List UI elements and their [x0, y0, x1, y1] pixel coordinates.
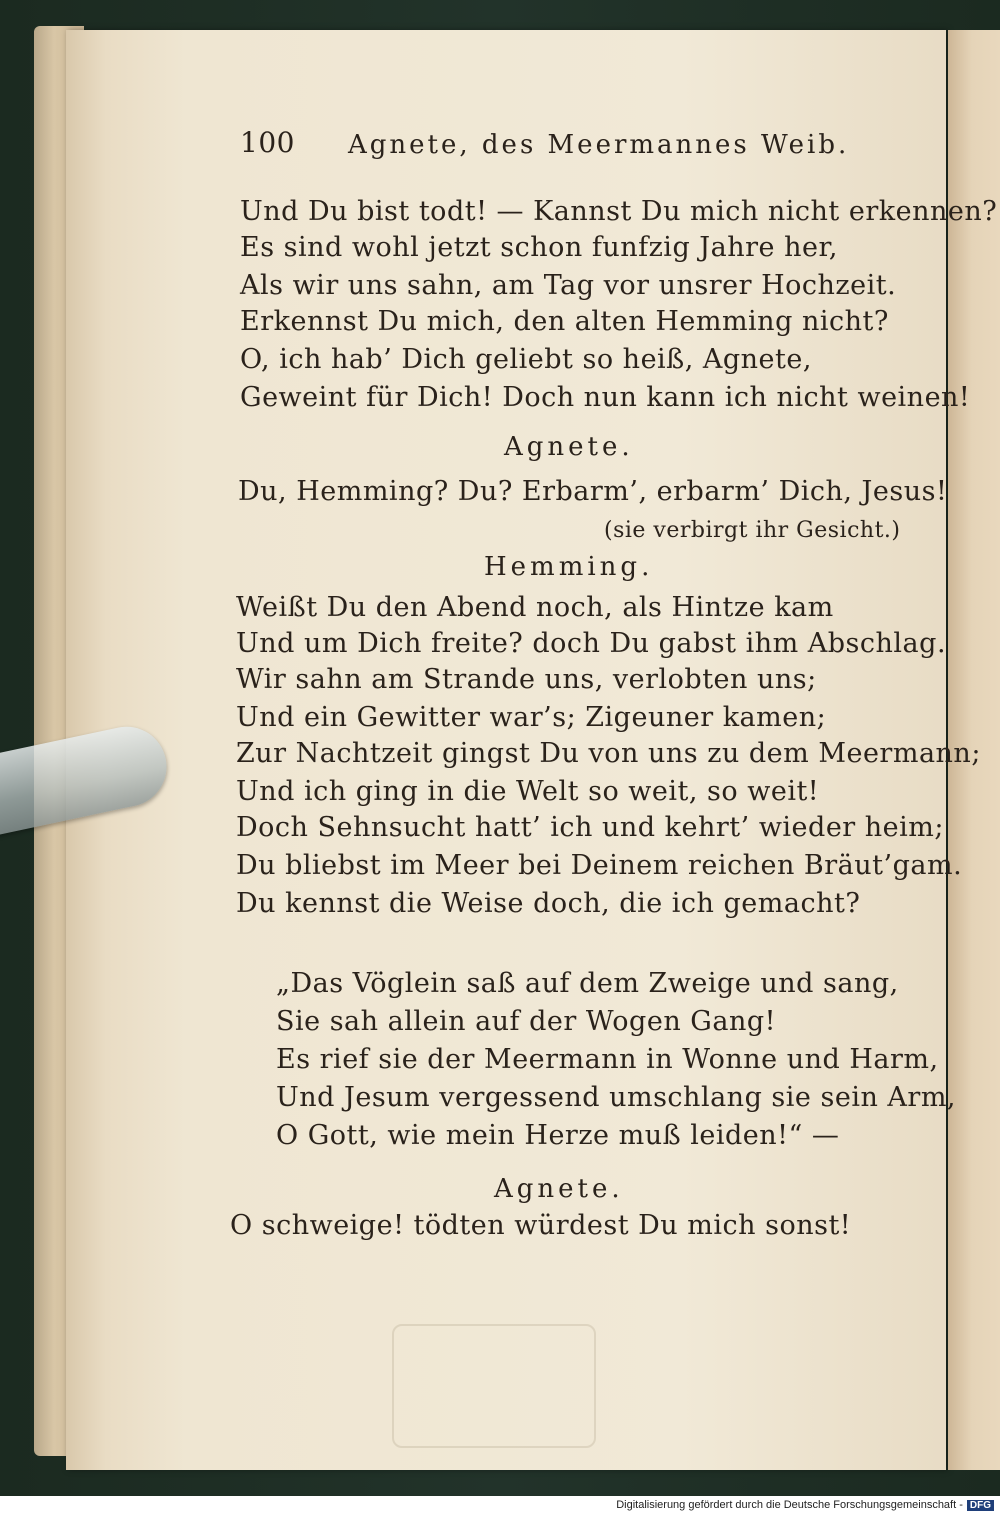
library-stamp-ghost — [392, 1324, 596, 1448]
dfg-logo: DFG — [967, 1500, 994, 1511]
verse-line: Wir sahn am Strande uns, verlobten uns; — [236, 664, 817, 695]
verse-line: Erkennst Du mich, den alten Hemming nicht? — [240, 306, 889, 337]
verse-line: Und ich ging in die Welt so weit, so weit! — [236, 776, 820, 807]
footer-bar — [0, 1496, 1000, 1516]
verse-line: Geweint für Dich! Doch nun kann ich nicht weinen! — [240, 382, 971, 413]
speaker-name: Hemming. — [484, 552, 654, 582]
verse-line: Und um Dich freite? doch Du gabst ihm Abschlag. — [236, 628, 947, 659]
verse-line: Du kennst die Weise doch, die ich gemacht? — [236, 888, 861, 919]
verse-line: Und ein Gewitter war’s; Zigeuner kamen; — [236, 702, 827, 733]
song-line: Sie sah allein auf der Wogen Gang! — [276, 1006, 776, 1037]
verse-line: O schweige! tödten würdest Du mich sonst! — [230, 1210, 852, 1241]
verse-line: O, ich hab’ Dich geliebt so heiß, Agnete, — [240, 344, 812, 375]
verse-line: Weißt Du den Abend noch, als Hintze kam — [236, 592, 834, 623]
stage-direction: (sie verbirgt ihr Gesicht.) — [604, 518, 901, 543]
song-line: O Gott, wie mein Herze muß leiden!“ — — [276, 1120, 840, 1151]
verse-line: Du, Hemming? Du? Erbarm’, erbarm’ Dich, Jesus! — [238, 476, 948, 507]
running-title: Agnete, des Meermannes Weib. — [348, 130, 850, 160]
verse-line: Zur Nachtzeit gingst Du von uns zu dem Meermann; — [236, 738, 981, 769]
speaker-name: Agnete. — [494, 1174, 624, 1204]
speaker-name: Agnete. — [504, 432, 634, 462]
verse-line: Und Du bist todt! — Kannst Du mich nicht erkennen? — [240, 196, 998, 227]
song-line: Und Jesum vergessend umschlang sie sein Arm, — [276, 1082, 957, 1113]
footer-credit: Digitalisierung gefördert durch die Deutsche Forschungsgemeinschaft - — [616, 1499, 963, 1511]
song-line: Es rief sie der Meermann in Wonne und Harm, — [276, 1044, 939, 1075]
page-number: 100 — [240, 126, 295, 159]
verse-line: Es sind wohl jetzt schon funfzig Jahre her, — [240, 232, 838, 263]
song-line: „Das Vöglein saß auf dem Zweige und sang, — [276, 968, 899, 999]
verse-line: Du bliebst im Meer bei Deinem reichen Bräut’gam. — [236, 850, 963, 881]
verse-line: Doch Sehnsucht hatt’ ich und kehrt’ wieder heim; — [236, 812, 944, 843]
verse-line: Als wir uns sahn, am Tag vor unsrer Hochzeit. — [240, 270, 897, 301]
